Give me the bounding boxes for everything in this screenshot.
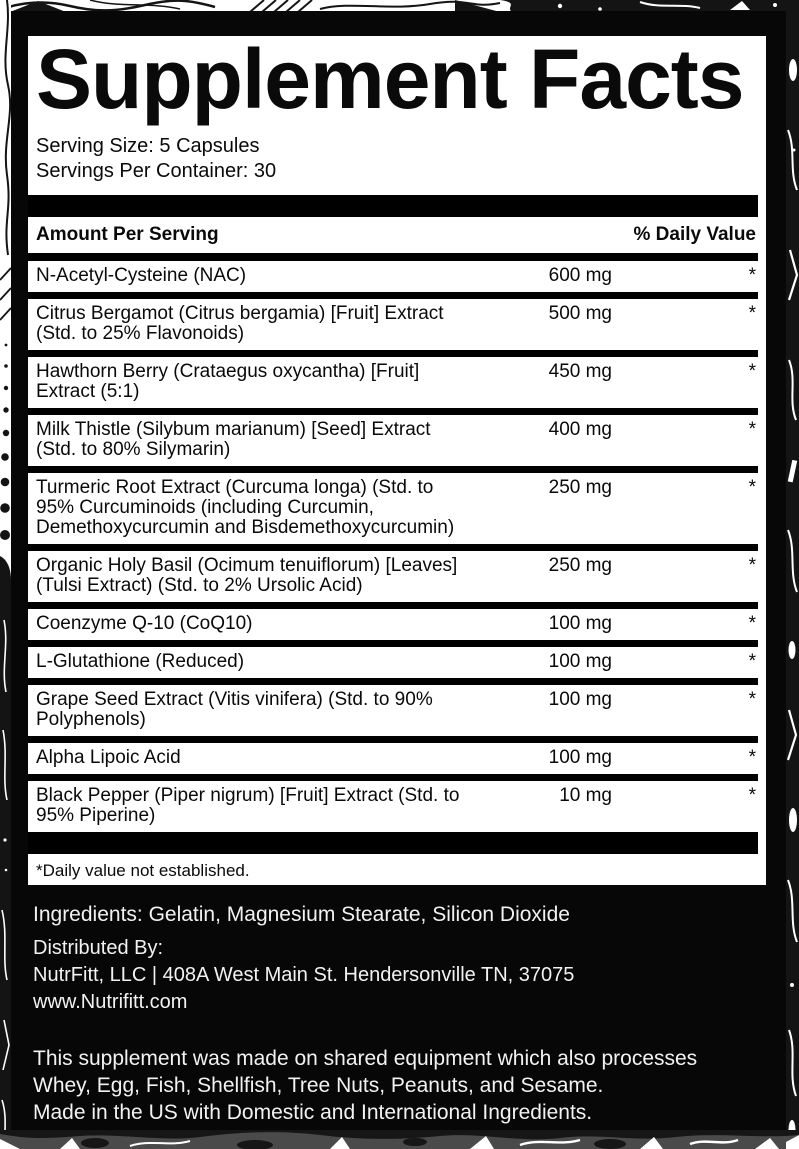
- ingredient-rows: [28, 261, 758, 832]
- ingredient-row: [28, 685, 758, 743]
- ingredient-row: [28, 261, 758, 299]
- ingredient-name: Coenzyme Q-10 (CoQ10): [36, 613, 253, 635]
- daily-value-footnote: *Daily value not established.: [36, 861, 250, 881]
- ingredient-name: Black Pepper (Piper nigrum) [Fruit] Extract (Std. to 95% Piperine): [36, 785, 460, 827]
- ingredient-daily-value: *: [748, 613, 756, 635]
- ingredient-name: Turmeric Root Extract (Curcuma longa) (Std. to 95% Curcuminoids (including Curcumin, Demethoxycurcumin and Bisdemethoxycurcumin): [36, 477, 455, 539]
- ingredient-amount: 250 mg: [548, 555, 612, 577]
- ingredient-amount: 100 mg: [548, 651, 612, 673]
- ingredient-daily-value: *: [748, 747, 756, 769]
- servings-per-container: Servings Per Container: 30: [36, 160, 277, 183]
- ingredient-amount: 500 mg: [548, 303, 612, 325]
- ingredient-row: [28, 473, 758, 551]
- allergen-statement: [33, 1045, 756, 1126]
- doodle-border-bottom: [0, 1130, 799, 1149]
- ingredient-row: [28, 647, 758, 685]
- ingredient-name: Hawthorn Berry (Crataegus oxycantha) [Fruit] Extract (5:1): [36, 361, 420, 403]
- serving-size: Serving Size: 5 Capsules: [36, 135, 260, 158]
- ingredient-amount: 400 mg: [548, 419, 612, 441]
- label-frame: [11, 11, 786, 1130]
- divider-thick-bottom: [28, 832, 758, 854]
- ingredient-amount: 100 mg: [548, 613, 612, 635]
- allergen-line-1: This supplement was made on shared equipment which also processes: [33, 1047, 698, 1070]
- other-ingredients: Ingredients: Gelatin, Magnesium Stearate, Silicon Dioxide: [33, 903, 570, 926]
- facts-header-row: [28, 217, 758, 261]
- company-address: NutrFitt, LLC | 408A West Main St. Hendersonville TN, 37075: [33, 964, 575, 986]
- ingredient-amount: 600 mg: [548, 265, 612, 287]
- ingredient-row: [28, 551, 758, 609]
- ingredient-row: [28, 299, 758, 357]
- ingredient-name: L-Glutathione (Reduced): [36, 651, 245, 673]
- ingredient-name: Citrus Bergamot (Citrus bergamia) [Fruit] Extract (Std. to 25% Flavonoids): [36, 303, 444, 345]
- ingredient-amount: 250 mg: [548, 477, 612, 499]
- ingredient-name: Alpha Lipoic Acid: [36, 747, 181, 769]
- ingredient-amount: 450 mg: [548, 361, 612, 383]
- allergen-line-2: Whey, Egg, Fish, Shellfish, Tree Nuts, Peanuts, and Sesame.: [33, 1074, 604, 1097]
- ingredient-daily-value: *: [748, 265, 756, 287]
- ingredient-amount: 10 mg: [559, 785, 612, 807]
- ingredient-daily-value: *: [748, 651, 756, 673]
- ingredient-row: [28, 357, 758, 415]
- distributed-by-label: Distributed By:: [33, 937, 164, 959]
- doodle-border-right: [786, 0, 799, 1149]
- doodle-border-left: [0, 0, 11, 1149]
- ingredient-daily-value: *: [748, 303, 756, 325]
- ingredient-daily-value: *: [748, 555, 756, 577]
- ingredient-amount: 100 mg: [548, 747, 612, 769]
- ingredient-name: N-Acetyl-Cysteine (NAC): [36, 265, 247, 287]
- ingredient-row: [28, 415, 758, 473]
- ingredient-amount: 100 mg: [548, 689, 612, 711]
- ingredient-daily-value: *: [748, 419, 756, 441]
- ingredient-daily-value: *: [748, 785, 756, 807]
- amount-per-serving-header: Amount Per Serving: [36, 224, 219, 246]
- ingredient-daily-value: *: [748, 689, 756, 711]
- ingredient-name: Grape Seed Extract (Vitis vinifera) (Std. to 90% Polyphenols): [36, 689, 433, 731]
- ingredient-row: [28, 781, 758, 832]
- ingredient-row: [28, 743, 758, 781]
- divider-thick-top: [28, 195, 758, 217]
- ingredient-name: Milk Thistle (Silybum marianum) [Seed] Extract (Std. to 80% Silymarin): [36, 419, 431, 461]
- ingredient-daily-value: *: [748, 477, 756, 499]
- supplement-facts-panel: [28, 36, 766, 885]
- ingredient-name: Organic Holy Basil (Ocimum tenuiflorum) [Leaves] (Tulsi Extract) (Std. to 2% Ursolic Acid): [36, 555, 458, 597]
- ingredient-daily-value: *: [748, 361, 756, 383]
- facts-title: Supplement Facts: [36, 36, 744, 126]
- ingredient-row: [28, 609, 758, 647]
- daily-value-header: % Daily Value: [633, 224, 756, 246]
- info-section: [11, 885, 786, 1126]
- made-in-statement: Made in the US with Domestic and International Ingredients.: [33, 1101, 593, 1124]
- website-url: www.Nutrifitt.com: [33, 991, 188, 1013]
